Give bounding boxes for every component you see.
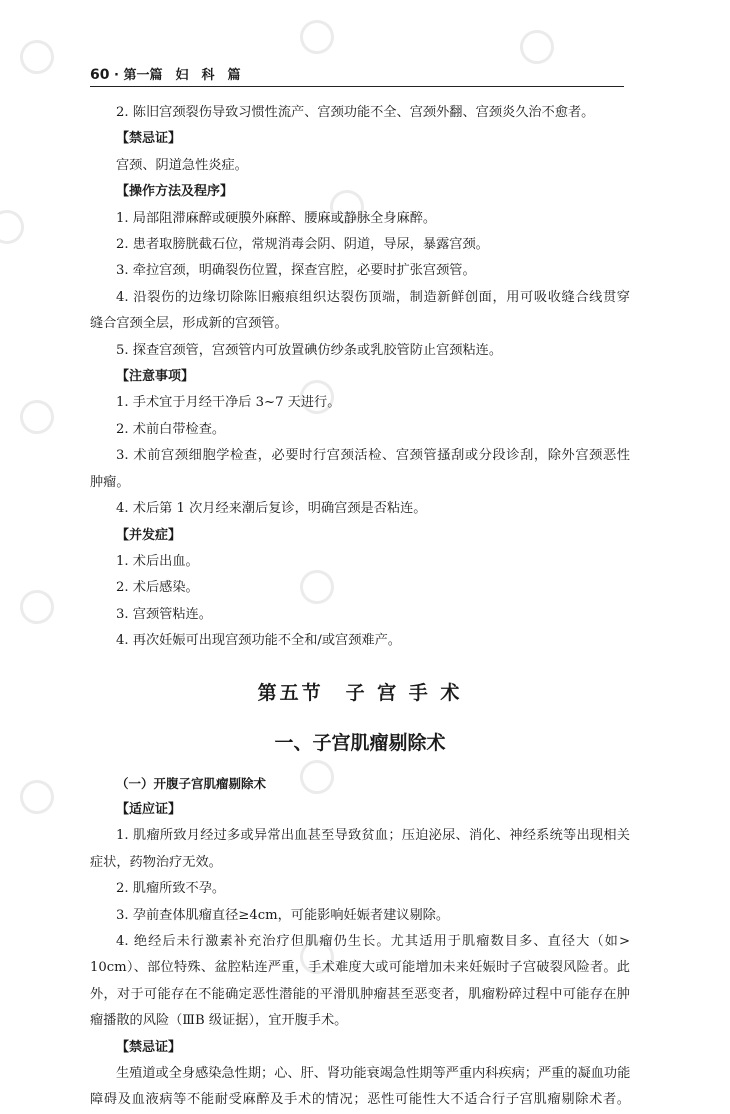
body-line: 1. 局部阻滞麻醉或硬膜外麻醉、腰麻或静脉全身麻醉。 bbox=[116, 210, 437, 226]
section-label-contraindications: 【禁忌证】 bbox=[116, 1039, 182, 1055]
seal-icon bbox=[516, 26, 557, 67]
body-line: 2. 陈旧宫颈裂伤导致习惯性流产、宫颈功能不全、宫颈外翻、宫颈炎久治不愈者。 bbox=[116, 105, 595, 120]
seal-icon bbox=[16, 36, 57, 77]
subsection-title: 一、子宫肌瘤剔除术 bbox=[274, 731, 446, 754]
body-line: 10cm）、部位特殊、盆腔粘连严重，手术难度大或可能增加未来妊娠时子宫破裂风险者。此 bbox=[90, 960, 630, 976]
body-line: 5. 探查宫颈管，宫颈管内可放置碘仿纱条或乳胶管防止宫颈粘连。 bbox=[116, 342, 503, 358]
seal-icon bbox=[16, 586, 57, 627]
body-line: 1. 术后出血。 bbox=[116, 553, 199, 569]
body-line: 2. 术前白带检查。 bbox=[116, 421, 226, 437]
body-line: 2. 患者取膀胱截石位，常规消毒会阴、阴道，导尿，暴露宫颈。 bbox=[116, 237, 489, 253]
publisher-watermark bbox=[0, 206, 28, 247]
body-line: 外，对于可能存在不能确定恶性潜能的平滑肌肿瘤甚至恶变者，肌瘤粉碎过程中可能存在肿 bbox=[90, 986, 630, 1002]
publisher-watermark bbox=[516, 26, 557, 67]
body-line: 4. 再次妊娠可出现宫颈功能不全和/或宫颈难产。 bbox=[116, 633, 401, 649]
page-body bbox=[90, 100, 630, 1114]
seal-icon bbox=[16, 776, 57, 817]
section-label-precautions: 【注意事项】 bbox=[116, 369, 195, 385]
body-line: 4. 术后第 1 次月经来潮后复诊，明确宫颈是否粘连。 bbox=[116, 501, 427, 517]
body-line: 生殖道或全身感染急性期；心、肝、肾功能衰竭急性期等严重内科疾病；严重的凝血功能 bbox=[116, 1066, 631, 1081]
body-line: 1. 手术宜于月经干净后 3~7 天进行。 bbox=[116, 395, 341, 411]
section-title: 第五节 子 宫 手 术 bbox=[257, 681, 463, 704]
body-line: 宫颈、阴道急性炎症。 bbox=[116, 157, 248, 173]
body-line: 2. 术后感染。 bbox=[116, 580, 199, 596]
body-line: 4. 沿裂伤的边缘切除陈旧瘢痕组织达裂伤顶端，制造新鲜创面，用可吸收缝合线贯穿 bbox=[116, 289, 630, 305]
publisher-watermark bbox=[16, 36, 57, 77]
subsection-label: （一）开腹子宫肌瘤剔除术 bbox=[116, 775, 267, 791]
body-line: 3. 牵拉宫颈，明确裂伤位置，探查宫腔，必要时扩张宫颈管。 bbox=[116, 263, 476, 279]
publisher-watermark bbox=[16, 586, 57, 627]
body-line: 瘤播散的风险（ⅢB 级证据），宜开腹手术。 bbox=[90, 1013, 348, 1029]
seal-icon bbox=[16, 396, 57, 437]
seal-icon bbox=[0, 206, 28, 247]
body-line: 3. 孕前查体肌瘤直径≥4cm，可能影响妊娠者建议剔除。 bbox=[116, 907, 450, 923]
body-line: 缝合宫颈全层，形成新的宫颈管。 bbox=[90, 316, 288, 332]
body-line: 1. 肌瘤所致月经过多或异常出血甚至导致贫血；压迫泌尿、消化、神经系统等出现相关 bbox=[116, 828, 630, 844]
section-label-contraindications: 【禁忌证】 bbox=[116, 131, 182, 147]
page-number: 60 bbox=[90, 67, 110, 83]
body-line: 症状，药物治疗无效。 bbox=[90, 854, 222, 870]
body-line: 障碍及血液病等不能耐受麻醉及手术的情况；恶性可能性大不适合行子宫肌瘤剔除术者。 bbox=[90, 1092, 630, 1108]
body-line: 3. 术前宫颈细胞学检查，必要时行宫颈活检、宫颈管搔刮或分段诊刮，除外宫颈恶性 bbox=[116, 448, 630, 464]
section-label-indications: 【适应证】 bbox=[116, 801, 182, 817]
chapter-title: 第一篇 妇 科 篇 bbox=[123, 68, 241, 83]
section-label-complications: 【并发症】 bbox=[116, 527, 182, 543]
body-line: 4. 绝经后未行激素补充治疗但肌瘤仍生长。尤其适用于肌瘤数目多、直径大（如> bbox=[116, 933, 630, 949]
seal-icon bbox=[296, 16, 337, 57]
header-dot: · bbox=[114, 68, 119, 83]
publisher-watermark bbox=[296, 16, 337, 57]
running-header bbox=[90, 64, 624, 87]
body-line: 3. 宫颈管粘连。 bbox=[116, 606, 212, 622]
body-line: 2. 肌瘤所致不孕。 bbox=[116, 881, 226, 897]
body-line: 肿瘤。 bbox=[90, 474, 130, 490]
publisher-watermark bbox=[16, 776, 57, 817]
publisher-watermark bbox=[16, 396, 57, 437]
section-label-procedure: 【操作方法及程序】 bbox=[116, 184, 234, 200]
